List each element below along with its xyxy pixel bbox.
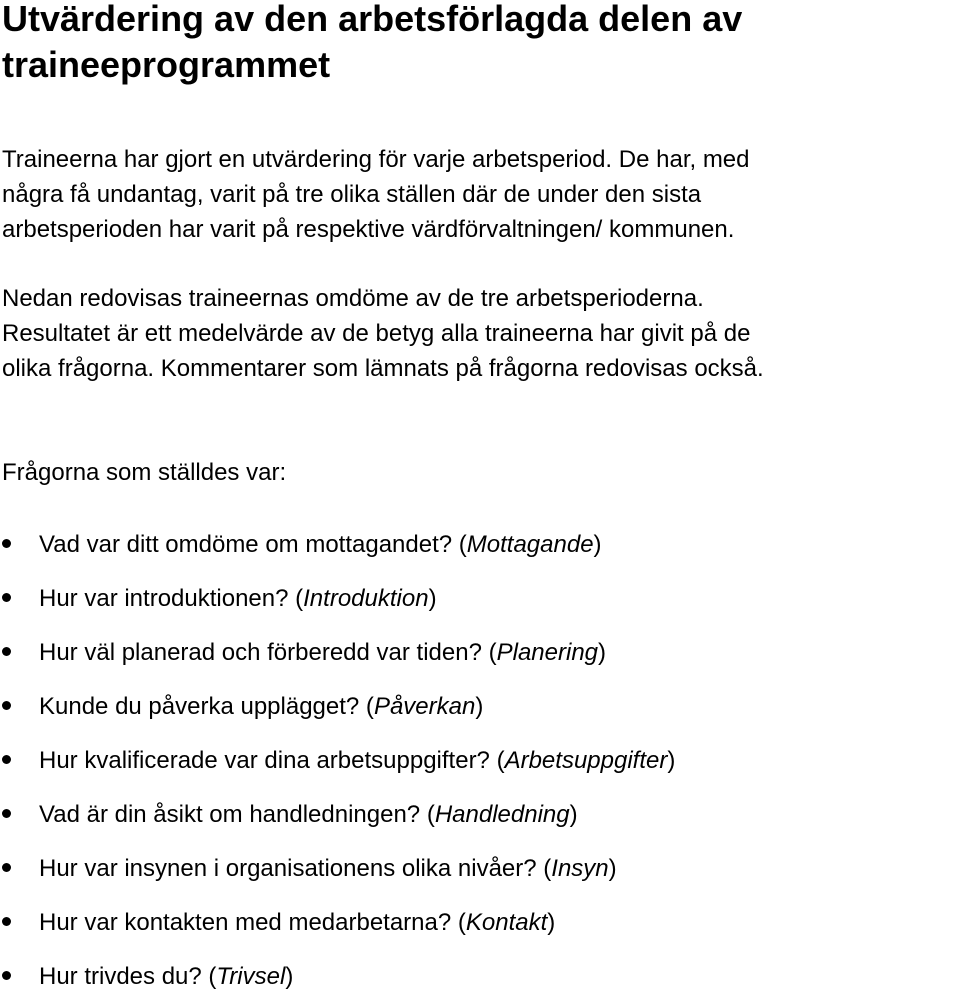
question-tag: Planering [496, 639, 599, 666]
method-paragraph [2, 281, 960, 386]
question-text: Hur var kontakten med medarbetarna? (Kontakt) [39, 909, 556, 936]
bullet-icon [2, 593, 11, 602]
question-item [0, 680, 958, 734]
question-tag: Påverkan [373, 693, 476, 720]
question-label: Hur väl planerad och förberedd var tiden? [39, 639, 482, 666]
question-item [0, 896, 958, 950]
questions-intro: Frågorna som ställdes var: [2, 459, 287, 486]
question-label: Hur var insynen i organisationens olika nivåer? [39, 855, 537, 882]
bullet-icon [2, 863, 11, 872]
question-item [0, 788, 958, 842]
question-tag: Kontakt [465, 909, 548, 936]
page-title [2, 0, 952, 88]
paragraph-line: Traineerna har gjort en utvärdering för varje arbetsperiod. De har, med [2, 146, 750, 173]
bullet-icon [2, 809, 11, 818]
question-text: Hur kvalificerade var dina arbetsuppgifter? (Arbetsuppgifter) [39, 747, 676, 774]
bullet-icon [2, 971, 11, 980]
question-item [0, 734, 958, 788]
bullet-icon [2, 647, 11, 656]
question-item [0, 950, 958, 1004]
question-tag: Mottagande [466, 531, 594, 558]
paragraph-line: några få undantag, varit på tre olika ställen där de under den sista [2, 181, 702, 208]
paragraph-line: Resultatet är ett medelvärde av de betyg alla traineerna har givit på de [2, 320, 751, 347]
intro-paragraph [2, 142, 960, 247]
bullet-icon [2, 917, 11, 926]
title-line-1: Utvärdering av den arbetsförlagda delen av [2, 0, 743, 39]
question-item [0, 842, 958, 896]
question-tag: Insyn [551, 855, 609, 882]
question-label: Vad var ditt omdöme om mottagandet? [39, 531, 453, 558]
question-text: Hur trivdes du? (Trivsel) [39, 963, 294, 990]
paragraph-line: arbetsperioden har varit på respektive värdförvaltningen/ kommunen. [2, 216, 735, 243]
question-text: Hur var insynen i organisationens olika nivåer? (Insyn) [39, 855, 617, 882]
question-label: Kunde du påverka upplägget? [39, 693, 360, 720]
question-label: Hur trivdes du? [39, 963, 202, 990]
question-tag: Introduktion [303, 585, 429, 612]
question-tag: Trivsel [216, 963, 286, 990]
question-item [0, 518, 958, 572]
question-label: Hur var kontakten med medarbetarna? [39, 909, 452, 936]
question-tag: Arbetsuppgifter [504, 747, 668, 774]
question-tag: Handledning [434, 801, 570, 828]
question-text: Vad var ditt omdöme om mottagandet? (Mottagande) [39, 531, 602, 558]
question-label: Hur var introduktionen? [39, 585, 289, 612]
bullet-icon [2, 755, 11, 764]
question-label: Vad är din åsikt om handledningen? [39, 801, 421, 828]
question-label: Hur kvalificerade var dina arbetsuppgifter? [39, 747, 490, 774]
bullet-icon [2, 539, 11, 548]
questions-list [0, 518, 958, 1004]
question-text: Kunde du påverka upplägget? (Påverkan) [39, 693, 484, 720]
paragraph-line: olika frågorna. Kommentarer som lämnats på frågorna redovisas också. [2, 355, 764, 382]
paragraph-line: Nedan redovisas traineernas omdöme av de tre arbetsperioderna. [2, 285, 704, 312]
question-item [0, 572, 958, 626]
title-line-2: traineeprogrammet [2, 44, 331, 85]
question-text: Hur var introduktionen? (Introduktion) [39, 585, 437, 612]
question-text: Vad är din åsikt om handledningen? (Handledning) [39, 801, 578, 828]
question-item [0, 626, 958, 680]
bullet-icon [2, 701, 11, 710]
question-text: Hur väl planerad och förberedd var tiden? (Planering) [39, 639, 607, 666]
